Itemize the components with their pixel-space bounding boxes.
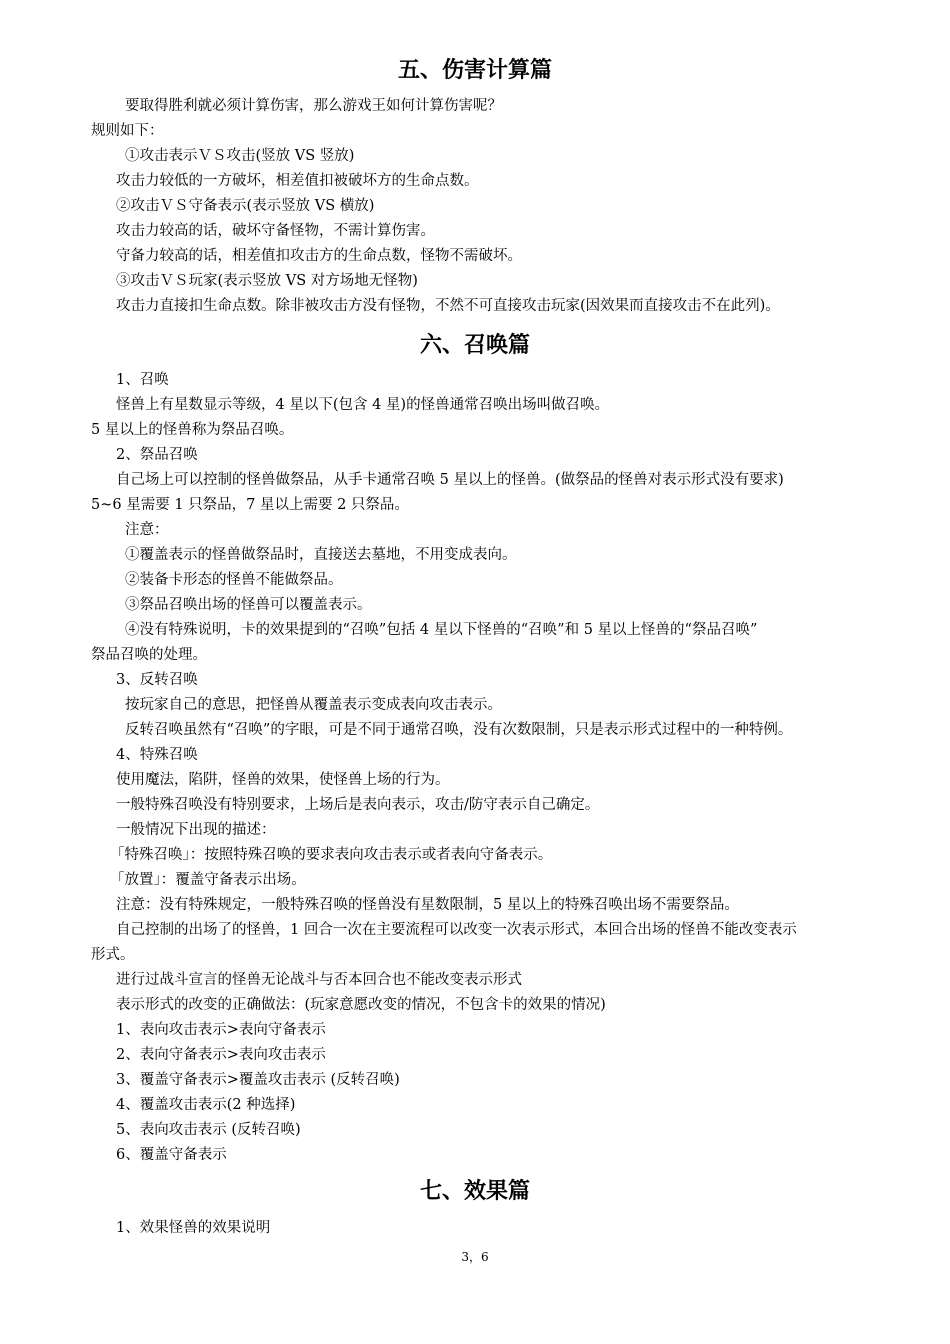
paragraph-line: 1、表向攻击表示>表向守备表示 — [116, 1022, 326, 1038]
paragraph-line: 4、特殊召唤 — [116, 747, 198, 763]
section-title-summon: 六、召唤篇 — [419, 333, 530, 358]
paragraph-line: 怪兽上有星数显示等级，4 星以下(包含 4 星)的怪兽通常召唤出场叫做召唤。 — [116, 397, 610, 413]
paragraph-line: ③攻击ＶＳ玩家(表示竖放 VS 对方场地无怪物) — [116, 273, 418, 289]
paragraph-line: 注意：没有特殊规定，一般特殊召唤的怪兽没有星数限制，5 星以上的特殊召唤出场不需要祭品。 — [116, 897, 739, 913]
paragraph-line: 5 星以上的怪兽称为祭品召唤。 — [91, 422, 294, 438]
paragraph-line: 进行过战斗宣言的怪兽无论战斗与否本回合也不能改变表示形式 — [116, 972, 522, 988]
paragraph-line: 5、表向攻击表示 (反转召唤) — [116, 1122, 301, 1138]
paragraph-line: 攻击力较高的话，破坏守备怪物，不需计算伤害。 — [116, 223, 435, 239]
paragraph-line: 一般情况下出现的描述： — [116, 822, 276, 838]
paragraph-line: 2、表向守备表示>表向攻击表示 — [116, 1047, 326, 1063]
paragraph-line: ①覆盖表示的怪兽做祭品时，直接送去墓地，不用变成表向。 — [125, 547, 517, 563]
page-number: 3，6 — [461, 1250, 489, 1264]
paragraph-line: 使用魔法，陷阱，怪兽的效果，使怪兽上场的行为。 — [116, 772, 450, 788]
paragraph-line: 祭品召唤的处理。 — [91, 647, 207, 663]
paragraph-line: 4、覆盖攻击表示(2 种选择) — [116, 1097, 296, 1113]
paragraph-line: 2、祭品召唤 — [116, 447, 198, 463]
paragraph-line: ④没有特殊说明，卡的效果提到的“召唤”包括 4 星以下怪兽的“召唤”和 5 星以上怪兽的“祭品召唤” — [125, 622, 758, 638]
paragraph-line: 形式。 — [91, 947, 135, 963]
paragraph-line: 按玩家自己的意思，把怪兽从覆盖表示变成表向攻击表示。 — [125, 697, 502, 713]
paragraph-line: 自己控制的出场了的怪兽，1 回合一次在主要流程可以改变一次表示形式，本回合出场的怪兽不能改变表示 — [116, 922, 797, 938]
paragraph-line: 表示形式的改变的正确做法：(玩家意愿改变的情况，不包含卡的效果的情况) — [116, 997, 606, 1013]
paragraph-line: 1、召唤 — [116, 372, 169, 388]
paragraph-line: 1、效果怪兽的效果说明 — [116, 1220, 271, 1236]
paragraph-line: 注意： — [125, 522, 169, 538]
paragraph-line: 6、覆盖守备表示 — [116, 1147, 227, 1163]
paragraph-line: ②装备卡形态的怪兽不能做祭品。 — [125, 572, 343, 588]
paragraph-line: 守备力较高的话，相差值扣攻击方的生命点数，怪物不需破坏。 — [116, 248, 522, 264]
paragraph-line: 「放置」：覆盖守备表示出场。 — [110, 872, 306, 888]
paragraph-line: 5~6 星需要 1 只祭品，7 星以上需要 2 只祭品。 — [91, 497, 409, 513]
paragraph-line: 一般特殊召唤没有特别要求，上场后是表向表示，攻击/防守表示自己确定。 — [116, 797, 600, 813]
paragraph-line: 3、覆盖守备表示>覆盖攻击表示 (反转召唤) — [116, 1072, 400, 1088]
paragraph-line: ②攻击ＶＳ守备表示(表示竖放 VS 横放) — [116, 198, 375, 214]
paragraph-line: 反转召唤虽然有“召唤”的字眼，可是不同于通常召唤，没有次数限制，只是表示形式过程中的一种特例。 — [125, 722, 793, 738]
paragraph-line: 规则如下： — [91, 123, 164, 139]
paragraph-line: 3、反转召唤 — [116, 672, 198, 688]
section-title-damage: 五、伤害计算篇 — [397, 58, 552, 83]
paragraph-line: 要取得胜利就必须计算伤害，那么游戏王如何计算伤害呢？ — [125, 98, 502, 114]
paragraph-line: ③祭品召唤出场的怪兽可以覆盖表示。 — [125, 597, 372, 613]
paragraph-line: ①攻击表示ＶＳ攻击(竖放 VS 竖放) — [125, 148, 355, 164]
paragraph-line: 自己场上可以控制的怪兽做祭品，从手卡通常召唤 5 星以上的怪兽。(做祭品的怪兽对表示形式没有要求) — [116, 472, 784, 488]
paragraph-line: 攻击力较低的一方破坏，相差值扣被破坏方的生命点数。 — [116, 173, 479, 189]
section-title-effect: 七、效果篇 — [419, 1179, 530, 1204]
paragraph-line: 「特殊召唤」：按照特殊召唤的要求表向攻击表示或者表向守备表示。 — [110, 847, 553, 863]
paragraph-line: 攻击力直接扣生命点数。除非被攻击方没有怪物，不然不可直接攻击玩家(因效果而直接攻击不在此列)。 — [116, 298, 780, 314]
